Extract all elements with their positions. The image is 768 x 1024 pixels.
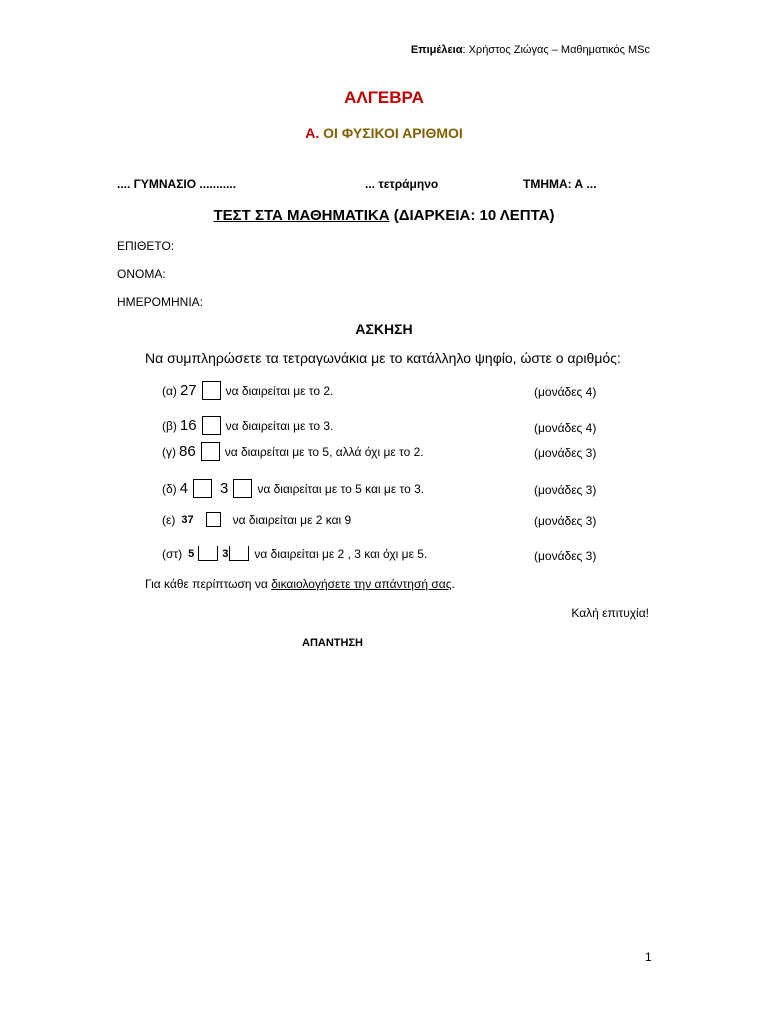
date-field: ΗΜΕΡΟΜΗΝΙΑ: — [117, 295, 204, 309]
test-title-main: ΤΕΣΤ ΣΤΑ ΜΑΘΗΜΑΤΙΚΑ — [213, 207, 390, 224]
item-number-middle: 3 — [222, 547, 229, 560]
item-points: (μονάδες 3) — [534, 483, 597, 497]
digit-box[interactable] — [233, 479, 252, 498]
item-condition: να διαιρείται με το 3. — [225, 418, 334, 433]
exercise-instruction: Να συμπληρώσετε τα τετραγωνάκια με το κατάλληλο ψηφίο, ώστε ο αριθμός: — [145, 350, 621, 366]
surname-field: ΕΠΙΘΕΤΟ: — [117, 239, 175, 253]
page-header — [411, 44, 650, 56]
justify-instruction — [145, 577, 455, 591]
digit-box[interactable] — [206, 512, 221, 527]
chapter-name: ΟΙ ΦΥΣΙΚΟΙ ΑΡΙΘΜΟΙ — [319, 125, 463, 141]
exercise-item — [162, 546, 427, 561]
item-label: (α) — [162, 383, 177, 398]
justify-underlined: δικαιολογήσετε την απάντησή σας — [271, 577, 452, 591]
digit-box[interactable] — [201, 442, 220, 461]
digit-box[interactable] — [202, 381, 221, 400]
item-condition: να διαιρείται με το 5, αλλά όχι με το 2. — [224, 444, 424, 459]
item-label: (δ) — [162, 481, 177, 496]
exercise-item — [162, 479, 424, 498]
item-number: 86 — [179, 443, 196, 460]
digit-box[interactable] — [229, 546, 249, 561]
exercise-item — [162, 416, 333, 435]
item-points: (μονάδες 3) — [534, 446, 597, 460]
digit-box[interactable] — [198, 546, 218, 561]
digit-box[interactable] — [202, 416, 221, 435]
item-number: 37 — [181, 513, 194, 526]
justify-prefix: Για κάθε περίπτωση να — [145, 577, 272, 591]
page-number: 1 — [645, 950, 652, 964]
page-title: ΑΛΓΕΒΡΑ — [344, 88, 424, 107]
digit-box[interactable] — [193, 479, 212, 498]
editor-label: Επιμέλεια — [410, 44, 463, 56]
answer-heading: ΑΠΑΝΤΗΣΗ — [302, 637, 363, 649]
item-label: (στ) — [162, 546, 183, 561]
editor-name: : Χρήστος Ζιώγας – Μαθηματικός MSc — [462, 44, 650, 56]
item-label: (β) — [162, 418, 177, 433]
item-number-middle: 3 — [220, 480, 229, 497]
chapter-subtitle — [0, 125, 768, 141]
test-duration: (ΔΙΑΡΚΕΙΑ: 10 ΛΕΠΤΑ) — [389, 207, 555, 224]
class-field: ΤΜΗΜΑ: Α ... — [523, 177, 597, 191]
item-points: (μονάδες 4) — [534, 421, 597, 435]
item-points: (μονάδες 3) — [534, 514, 597, 528]
exercise-item — [162, 381, 333, 400]
item-number: 27 — [179, 382, 197, 399]
good-luck-text: Καλή επιτυχία! — [571, 606, 649, 620]
exercise-item — [162, 512, 351, 527]
school-field: .... ΓΥΜΝΑΣΙΟ ........... — [117, 177, 237, 191]
item-number: 5 — [188, 547, 195, 560]
item-condition: να διαιρείται με 2 , 3 και όχι με 5. — [254, 546, 428, 561]
name-field: ΟΝΟΜΑ: — [117, 267, 166, 281]
item-points: (μονάδες 3) — [534, 549, 597, 563]
item-condition: να διαιρείται με 2 και 9 — [232, 512, 352, 527]
exercise-item — [162, 442, 424, 461]
item-label: (γ) — [162, 444, 176, 459]
item-label: (ε) — [162, 512, 176, 527]
item-number: 16 — [179, 417, 197, 434]
item-condition: να διαιρείται με το 2. — [225, 383, 334, 398]
test-title — [0, 207, 768, 224]
item-points: (μονάδες 4) — [534, 385, 597, 399]
item-number: 4 — [179, 480, 189, 497]
term-field: ... τετράμηνο — [365, 177, 439, 191]
exercise-heading: ΑΣΚΗΣΗ — [355, 321, 413, 337]
chapter-prefix: Α. — [305, 125, 320, 141]
justify-suffix: . — [451, 577, 455, 591]
item-condition: να διαιρείται με το 5 και με το 3. — [257, 481, 425, 496]
